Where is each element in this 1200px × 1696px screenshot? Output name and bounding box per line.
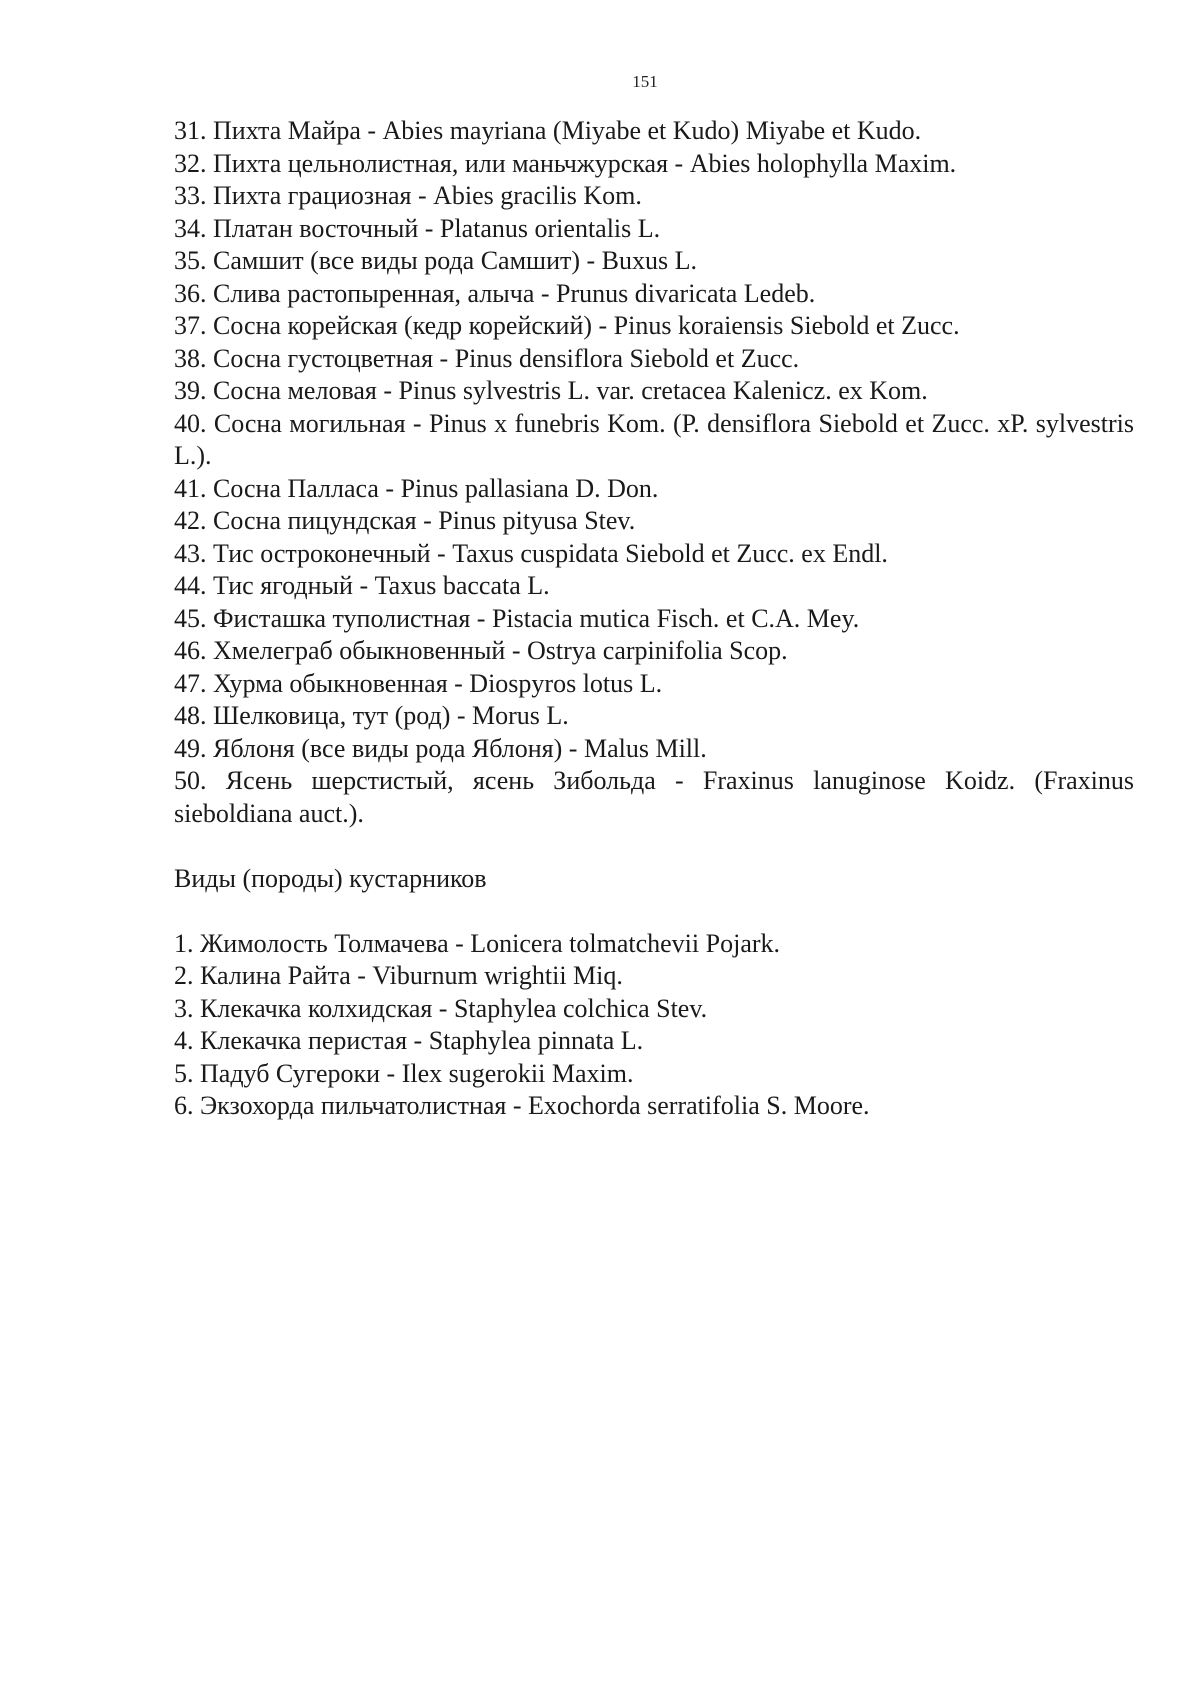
list-item: 5. Падуб Сугероки - Ilex sugerokii Maxim.: [174, 1058, 634, 1088]
list-item: 38. Сосна густоцветная - Pinus densiflora Siebold et Zucc.: [174, 343, 800, 373]
list-item: 45. Фисташка туполистная - Pistacia mutica Fisch. et C.A. Mey.: [174, 603, 860, 633]
list-item: 34. Платан восточный - Platanus orientalis L.: [174, 213, 661, 243]
tree-species-list: [174, 115, 1134, 830]
list-item: 4. Клекачка перистая - Staphylea pinnata L.: [174, 1026, 644, 1055]
list-item: 48. Шелковица, тут (род) - Morus L.: [174, 701, 569, 730]
list-item: 35. Самшит (все виды рода Самшит) - Buxus L.: [174, 246, 698, 275]
list-item: 6. Экзохорда пильчатолистная - Exochorda serratifolia S. Moore.: [174, 1091, 870, 1120]
list-item: 33. Пихта грациозная - Abies gracilis Kom.: [174, 181, 642, 210]
page-number: 151: [632, 72, 658, 91]
list-item: 49. Яблоня (все виды рода Яблоня) - Malus Mill.: [174, 733, 707, 763]
list-item: 2. Калина Райта - Viburnum wrightii Miq.: [174, 961, 623, 990]
shrub-species-list: [174, 928, 1134, 1123]
list-item: 41. Сосна Палласа - Pinus pallasiana D. Don.: [174, 473, 659, 503]
list-item: 31. Пихта Майра - Abies mayriana (Miyabe et Kudo) Miyabe et Kudo.: [174, 116, 922, 145]
list-item: 44. Тис ягодный - Taxus baccata L.: [174, 571, 550, 600]
section-heading-shrubs: Виды (породы) кустарников: [174, 863, 487, 893]
list-item: 46. Хмелеграб обыкновенный - Ostrya carpinifolia Scop.: [174, 636, 788, 665]
list-item: 1. Жимолость Толмачева - Lonicera tolmatchevii Pojark.: [174, 928, 781, 958]
list-item: 39. Сосна меловая - Pinus sylvestris L. var. cretacea Kalenicz. ex Kom.: [174, 376, 928, 405]
list-item: 42. Сосна пицундская - Pinus pityusa Stev.: [174, 506, 636, 535]
list-item: 43. Тис остроконечный - Taxus cuspidata Siebold et Zucc. ex Endl.: [174, 538, 888, 568]
list-item: 37. Сосна корейская (кедр корейский) - Pinus koraiensis Siebold et Zucc.: [174, 311, 960, 340]
list-item: 50. Ясень шерстистый, ясень Зибольда - Fraxinus lanuginose Koidz. (Fraxinus sieboldiana auct.).: [174, 766, 1134, 828]
list-item: 32. Пихта цельнолистная, или маньчжурская - Abies holophylla Maxim.: [174, 148, 957, 178]
list-item: 36. Слива растопыренная, алыча - Prunus divaricata Ledeb.: [174, 278, 816, 308]
list-item: 3. Клекачка колхидская - Staphylea colchica Stev.: [174, 993, 708, 1023]
list-item: 40. Сосна могильная - Pinus x funebris Kom. (P. densiflora Siebold et Zucc. xP. sylvestris L.).: [174, 408, 1134, 470]
list-item: 47. Хурма обыкновенная - Diospyros lotus L.: [174, 668, 663, 698]
page-content: [174, 115, 1134, 1123]
